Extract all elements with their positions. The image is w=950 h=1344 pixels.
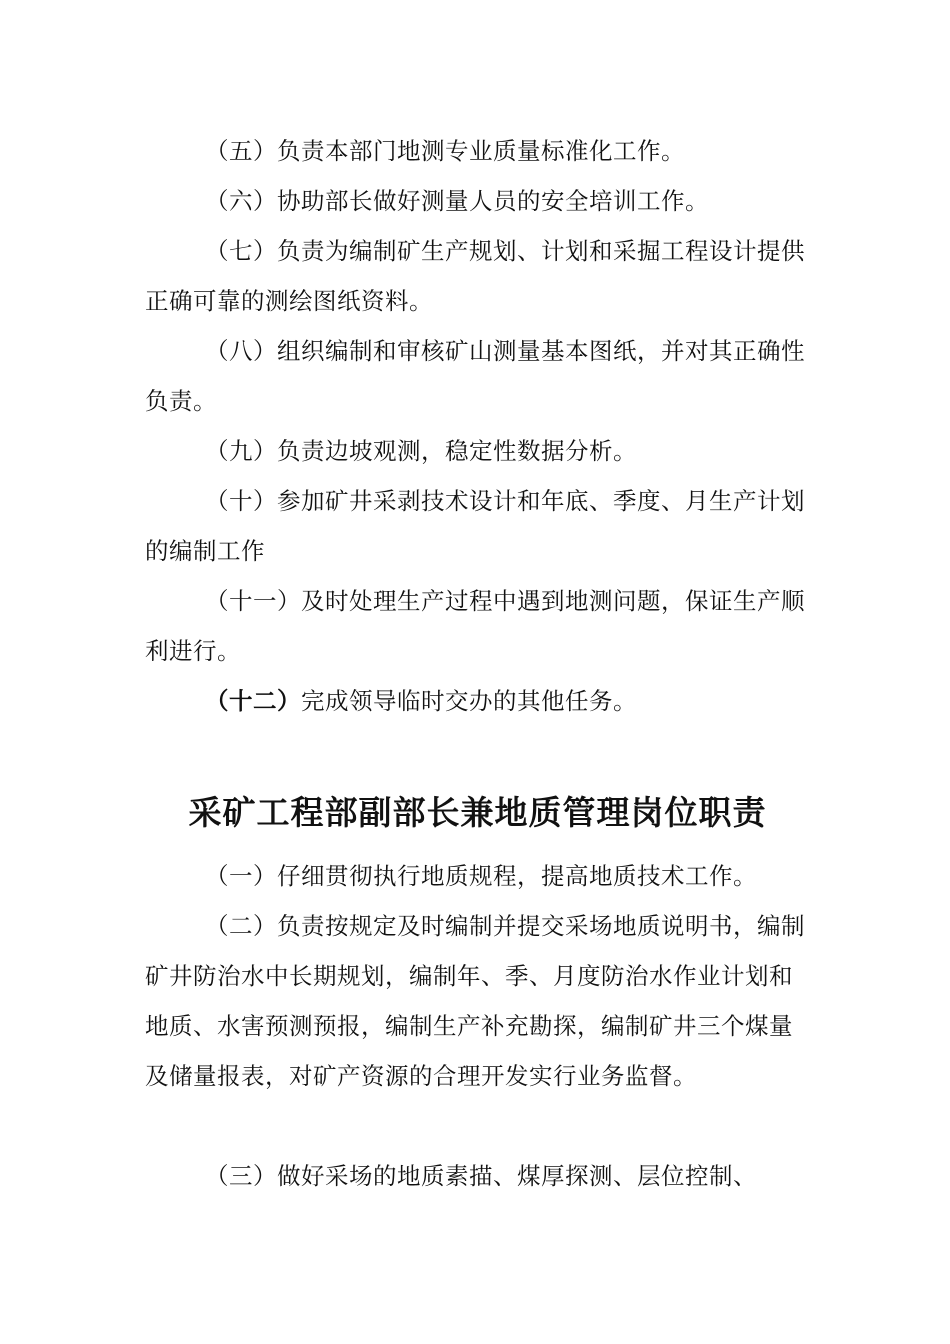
paragraph-item-3: （三）做好采场的地质素描、煤厚探测、层位控制、 — [205, 1162, 757, 1190]
paragraph-item-5: （五）负责本部门地测专业质量标准化工作。 — [205, 137, 685, 165]
paragraph-item-6: （六）协助部长做好测量人员的安全培训工作。 — [205, 187, 709, 215]
paragraph-item-10: （十）参加矿井采剥技术设计和年底、季度、月生产计划的编制工作 — [145, 487, 805, 565]
item-12-marker: （十二） — [205, 687, 301, 715]
item-12-text: 完成领导临时交办的其他任务。 — [301, 687, 637, 715]
paragraph-item-8: （八）组织编制和审核矿山测量基本图纸，并对其正确性负责。 — [145, 337, 805, 415]
paragraph-item-12 — [145, 676, 810, 726]
paragraph-item-1: （一）仔细贯彻执行地质规程，提高地质技术工作。 — [205, 862, 757, 890]
paragraph-item-9: （九）负责边坡观测，稳定性数据分析。 — [205, 437, 637, 465]
section-heading: 采矿工程部副部长兼地质管理岗位职责 — [188, 793, 767, 832]
paragraph-item-2: （二）负责按规定及时编制并提交采场地质说明书，编制矿井防治水中长期规划，编制年、季、月度防治水作业计划和地质、水害预测预报，编制生产补充勘探，编制矿井三个煤量及储量报表，对矿产资源的合理开发实行业务监督。 — [145, 912, 805, 1090]
paragraph-item-11: （十一）及时处理生产过程中遇到地测问题，保证生产顺利进行。 — [145, 587, 805, 665]
paragraph-item-7: （七）负责为编制矿生产规划、计划和采掘工程设计提供正确可靠的测绘图纸资料。 — [145, 237, 805, 315]
